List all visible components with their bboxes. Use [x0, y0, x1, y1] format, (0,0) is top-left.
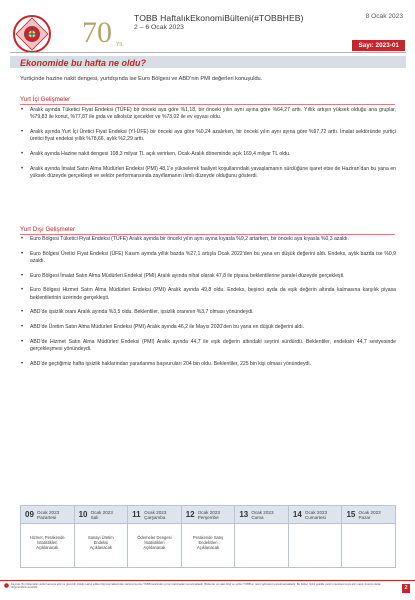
footer-disclaimer: Kaynak: Bu bültendeki veriler kamuya açık ve güvenilir olduğu kabul edilen bilgi kaynaklarından derlenmiş olup TOBB tarafından yorum katılmadan sunulmaktadır. Bültende yer alan bilgi ve veriler TOBB'un resmi görüşünü yansıtmamaktadır. Bu bülten hiçbir şekilde yatırım tavsiyesi veya alım satım önerisi olarak değerlendirilmemelidir. — [11, 583, 381, 590]
calendar-day — [289, 506, 343, 567]
list-item: • Euro Bölgesi Tüketici Fiyat Endeksi (TÜFE) Aralık ayında bir önceki yılın aynı ayına kıyasla %9,2 artarken, bir önceki aya kıyasla %0,3 azaldı. — [20, 236, 396, 243]
calendar-day-label: Ocak 2023 Cumartesi — [304, 510, 328, 521]
header-divider — [10, 52, 406, 53]
list-item: • Euro Bölgesi Hizmet Satın Alma Müdürleri Endeksi (PMI) Aralık ayında 49,8 oldu. Endeks, beşinci ayda da eşik değerin altında kalmasına karşılık piyasa beklentilerinin üzerinde gerçekleşti. — [20, 287, 396, 302]
foreign-list — [20, 236, 396, 375]
calendar-day-number: 15 — [346, 510, 356, 519]
calendar-day — [75, 506, 129, 567]
calendar-event-line: Açıklanacak — [196, 545, 220, 550]
calendar-day-label: Ocak 2023 Salı — [90, 510, 113, 521]
calendar-event-line: Ödemeler Dengesi — [137, 535, 172, 540]
calendar-day-header — [289, 506, 342, 524]
calendar-event-line: Perakende Satış — [192, 535, 224, 540]
calendar-day-header — [21, 506, 74, 524]
issue-badge: Sayı: 2023-01 — [352, 40, 405, 51]
publish-date: 8 Ocak 2023 — [365, 13, 403, 20]
calendar-event-line: Endeksi — [93, 540, 109, 545]
svg-text:70: 70 — [82, 16, 112, 49]
page-number: 2 — [402, 584, 410, 593]
calendar-day-number: 11 — [132, 510, 141, 519]
calendar-day-header — [75, 506, 128, 524]
calendar-event-line: Sanayi Üretim — [88, 535, 114, 540]
calendar-day-header — [128, 506, 181, 524]
list-item: • ABD’de işsizlik oranı Aralık ayında %3,5 oldu. Beklentiler, işsizlik oranının %3,7 olması yönündeydi. — [20, 309, 396, 316]
calendar-day-number: 12 — [185, 510, 195, 519]
calendar-event-line: Açıklanacak — [143, 545, 166, 550]
list-item: • Aralık ayında Hazine nakit dengesi 108,3 milyar TL açık verirken, Ocak-Aralık döneminde açık 169,4 milyar TL oldu. — [20, 151, 396, 158]
foreign-heading: Yurt Dışı Gelişmeler — [20, 226, 395, 235]
calendar-events — [128, 524, 181, 553]
domestic-list — [20, 107, 396, 188]
domestic-heading: Yurt İçi Gelişmeler — [20, 96, 395, 105]
calendar-events — [75, 524, 128, 553]
bulletin-date-range: 2 – 6 Ocak 2023 — [134, 24, 184, 31]
footer-divider — [0, 580, 415, 581]
calendar-event-line: Açıklanacak — [89, 545, 112, 550]
calendar-event-line: Hizmet, Perakende — [29, 535, 65, 540]
calendar-events — [182, 524, 235, 553]
calendar-event-line: Açıklanacak — [36, 545, 59, 550]
calendar-event-line: İstatistikleri — [144, 540, 165, 545]
list-item: • ABD’de geçtiğimiz hafta işsizlik haklarından yararlanma başvuruları 204 bin oldu. Beklentiler, 225 bin kişi olması yönündeydi. — [20, 361, 396, 368]
section-title: Ekonomide bu hafta ne oldu? — [20, 58, 146, 68]
tobb-logo-icon — [12, 14, 52, 54]
calendar-day-number: 13 — [239, 510, 249, 519]
page-header — [0, 0, 415, 56]
calendar-day — [21, 506, 75, 567]
info-icon — [4, 583, 9, 588]
svg-text:YIL: YIL — [116, 42, 124, 48]
list-item: • ABD’de Hizmet Satın Alma Müdürleri Endeksi (PMI) Aralık ayında 44,7 ile eşik değerin altındaki seyrini sürdürdü. Beklentiler, endeksin 44,7 seviyesinde gerçekleşmesi yönündeydi. — [20, 339, 396, 354]
calendar-day-header — [235, 506, 288, 524]
calendar-day-label: Ocak 2023 Cuma — [251, 510, 274, 521]
list-item: • Euro Bölgesi Üretici Fiyat Endeksi (ÜFE) Kasım ayında yıllık bazda %27,1 artışla Ocak 2022’den bu yana en düşük değerini aldı. Endeks, aylık bazda ise %0,9 azaldı. — [20, 251, 396, 266]
70-yil-logo-icon — [80, 12, 132, 50]
list-item: • Aralık ayında Tüketici Fiyat Endeksi (TÜFE) bir önceki aya göre %1,18, bir önceki yılın aynı ayına göre %64,27 arttı. Yıllık artışın yüksek olduğu ana gruplar, %79,83 ile konut, %77,87 ile gıda ve alkolsüz içecekler ve %73,02 ile ev eşyası oldu. — [20, 107, 396, 122]
calendar-day-header — [342, 506, 395, 524]
calendar-day — [128, 506, 182, 567]
list-item: • Aralık ayında Yurt İçi Üretici Fiyat Endeksi (Yİ-ÜFE) bir önceki aya göre %0,24 azalırken, bir önceki yılın aynı ayına göre %97,72 arttı. İmalat sektöründe yurtiçi üretici fiyat endeksi yıllık %78,66, aylık %2,29 arttı. — [20, 129, 396, 144]
calendar-day-header — [182, 506, 235, 524]
intro-text: Yurtiçinde hazine nakit dengesi, yurtdışında ise Euro Bölgesi ve ABD’nin PMI değerleri konuşuldu. — [20, 76, 263, 82]
calendar-day — [342, 506, 395, 567]
calendar-day-number: 10 — [78, 510, 88, 519]
calendar-events — [21, 524, 74, 553]
calendar-day-number: 14 — [292, 510, 302, 519]
calendar-day-label: Ocak 2023 Pazar — [358, 510, 381, 521]
calendar-day-number: 09 — [25, 510, 34, 519]
bulletin-title: TOBB HaftalıkEkonomiBülteni(#TOBBHEB) — [134, 13, 304, 23]
calendar-event-line: İstatistikleri — [37, 540, 58, 545]
list-item: • ABD’de Üretim Satın Alma Müdürleri Endeksi (PMI) Aralık ayında 46,2 ile Mayıs 2020’den bu yana en düşük değerini aldı. — [20, 324, 396, 331]
calendar-event-line: Endeksleri — [198, 540, 218, 545]
calendar-day-label: Ocak 2023 Pazartesi — [37, 510, 60, 521]
calendar-day — [235, 506, 289, 567]
calendar-day — [182, 506, 236, 567]
list-item: • Aralık ayında İmalat Satın Alma Müdürleri Endeksi (PMI) 48,1’e yükselerek faaliyet koşullarındaki yavaşlamanın sürdüğüne işaret etse de Haziran’dan bu yana en yüksek düzeyde gerçekleşti ve sektör performansında zayıflamanın ılımlı düzeyde olduğunu gösterdi. — [20, 166, 396, 181]
calendar-day-label: Ocak 2023 Perşembe — [197, 510, 220, 521]
list-item: • Euro Bölgesi İmalat Satın Alma Müdürleri Endeksi (PMI) Aralık ayında nihai olarak 47,8 ile piyasa beklentilerine paralel düzeyde gerçekleşti. — [20, 273, 396, 280]
weekly-calendar — [20, 505, 396, 568]
calendar-day-label: Ocak 2023 Çarşamba — [144, 510, 167, 521]
